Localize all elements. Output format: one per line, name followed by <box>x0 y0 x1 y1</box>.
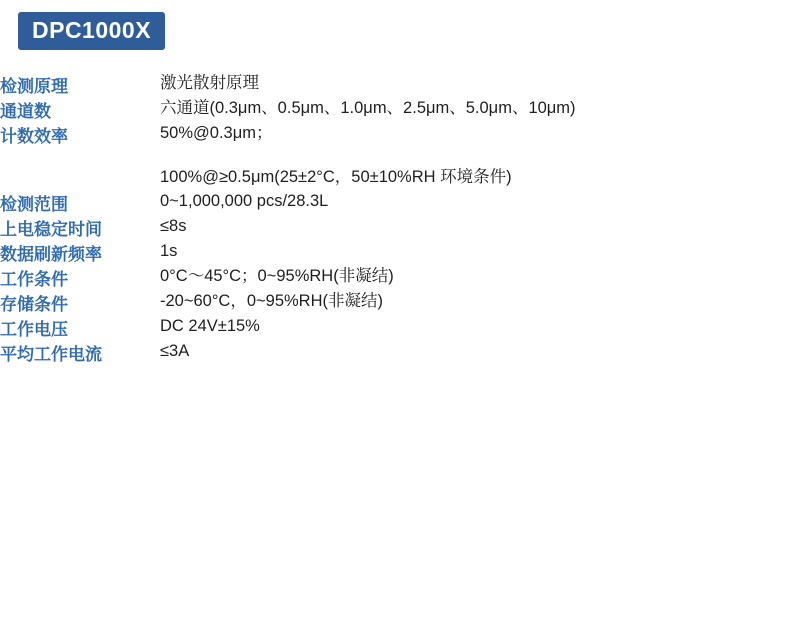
specification-table <box>0 72 790 365</box>
table-row <box>0 215 790 240</box>
table-row <box>0 340 790 365</box>
spec-value-average-operating-current: ≤3A <box>160 341 190 360</box>
spec-label-detection-principle: 检测原理 <box>0 77 68 96</box>
spec-value-data-refresh-rate: 1s <box>160 241 178 260</box>
table-row <box>0 240 790 265</box>
spec-value-channel-count: 六通道(0.3μm、0.5μm、1.0μm、2.5μm、5.0μm、10μm) <box>160 99 576 117</box>
counting-efficiency-line-2: 100%@≥0.5μm(25±2°C，50±10%RH 环境条件) <box>160 167 512 186</box>
spec-label-data-refresh-rate: 数据刷新频率 <box>0 244 102 264</box>
spec-label-average-operating-current: 平均工作电流 <box>0 344 102 364</box>
spec-label-operating-voltage: 工作电压 <box>0 319 68 339</box>
spec-value-power-on-stabilization-time: ≤8s <box>160 216 187 235</box>
spec-value-counting-efficiency <box>160 122 790 190</box>
spec-value-storage-conditions: -20~60°C，0~95%RH(非凝结) <box>160 291 384 310</box>
spec-value-operating-conditions: 0°C～45°C；0~95%RH(非凝结) <box>160 266 394 285</box>
table-row <box>0 315 790 340</box>
spec-label-power-on-stabilization-time: 上电稳定时间 <box>0 219 102 239</box>
spec-label-detection-range: 检测范围 <box>0 194 68 214</box>
table-row <box>0 265 790 290</box>
spec-label-operating-conditions: 工作条件 <box>0 269 68 289</box>
spec-label-storage-conditions: 存储条件 <box>0 294 68 314</box>
spec-value-detection-principle: 激光散射原理 <box>160 74 259 92</box>
table-row <box>0 122 790 190</box>
spec-value-operating-voltage: DC 24V±15% <box>160 316 260 335</box>
spec-value-detection-range: 0~1,000,000 pcs/28.3L <box>160 191 329 210</box>
spec-label-channel-count: 通道数 <box>0 102 51 121</box>
spec-label-counting-efficiency: 计数效率 <box>0 127 68 146</box>
table-row <box>0 72 790 97</box>
product-model-badge: DPC1000X <box>18 12 165 50</box>
table-row <box>0 97 790 122</box>
table-row <box>0 290 790 315</box>
table-row <box>0 190 790 215</box>
counting-efficiency-line-1: 50%@0.3μm； <box>160 124 273 142</box>
